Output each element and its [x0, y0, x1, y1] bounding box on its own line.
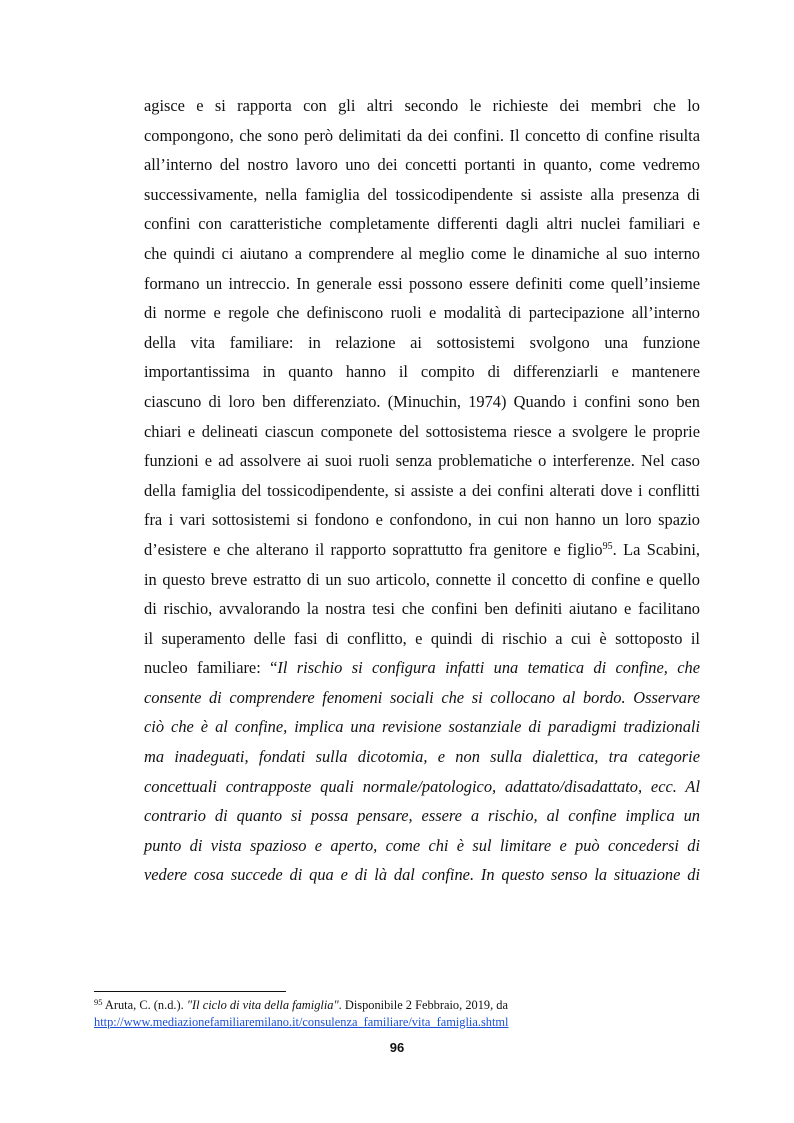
- text-line: ciascuno di loro ben differenziato. (Minuchin, 1974) Quando i confini sono ben: [144, 391, 700, 411]
- footnote-number: 95: [94, 997, 103, 1007]
- text-line: confini con caratteristiche completamente differenti dagli altri nuclei familiari e: [144, 214, 700, 234]
- footnote-title: "Il ciclo di vita della famiglia": [186, 998, 339, 1012]
- text-line: di norme e regole che definiscono ruoli e modalità di partecipazione all’interno: [144, 303, 700, 323]
- body-text: [144, 91, 700, 890]
- footnote-citation: [94, 997, 714, 1014]
- quote-line: consente di comprendere fenomeni sociali che si collocano al bordo. Osservare: [144, 687, 700, 707]
- text-line: che quindi ci aiutano a comprendere al meglio come le dinamiche al suo interno: [144, 243, 700, 263]
- text-line: della famiglia del tossicodipendente, si assiste a dei confini alterati dove i conflitti: [144, 480, 700, 500]
- text-line: il superamento delle fasi di conflitto, e quindi di rischio a cui è sottoposto il: [144, 628, 700, 648]
- quote-line: concettuali contrapposte quali normale/patologico, adattato/disadattato, ecc. Al: [144, 776, 700, 796]
- text-line: della vita familiare: in relazione ai sottosistemi svolgono una funzione: [144, 332, 700, 352]
- text-line: agisce e si rapporta con gli altri secondo le richieste dei membri che lo: [144, 96, 700, 115]
- quote-line: punto di vista spazioso e aperto, come chi è sul limitare e può concedersi di: [144, 835, 700, 855]
- footnote: [94, 997, 714, 1030]
- text-line: in questo breve estratto di un suo articolo, connette il concetto di confine e quello: [144, 569, 700, 589]
- quote-line: ma inadeguati, fondati sulla dicotomia, e non sulla dialettica, tra categorie: [144, 747, 700, 767]
- text-fragment: nucleo familiare: “: [144, 658, 278, 678]
- quote-line: ciò che è al confine, implica una revisione sostanziale di paradigmi tradizionali: [144, 717, 700, 737]
- text-line: formano un intreccio. In generale essi possono essere definiti come quell’insieme: [144, 273, 700, 293]
- quote-line: contrario di quanto si possa pensare, essere a rischio, al confine implica un: [144, 806, 700, 826]
- text-fragment: . La Scabini,: [612, 539, 700, 559]
- text-line: di rischio, avvalorando la nostra tesi che confini ben definiti aiutano e facilitano: [144, 599, 700, 619]
- footnote-separator: [94, 991, 286, 992]
- footnote-availability: . Disponibile 2 Febbraio, 2019, da: [338, 998, 508, 1012]
- footnote-link[interactable]: http://www.mediazionefamiliaremilano.it/consulenza_familiare/vita_famiglia.shtml: [94, 1014, 509, 1029]
- page-number: 96: [389, 1040, 405, 1055]
- text-line: successivamente, nella famiglia del tossicodipendente si assiste alla presenza di: [144, 184, 700, 204]
- footnote-reference[interactable]: 95: [602, 540, 613, 552]
- quote-line: vedere cosa succede di qua e di là dal confine. In questo senso la situazione di: [144, 865, 700, 885]
- text-line-with-footnote-ref: [144, 535, 700, 565]
- text-line: funzioni e ad assolvere ai suoi ruoli senza problematiche o interferenze. Nel caso: [144, 451, 700, 471]
- text-line: compongono, che sono però delimitati da dei confini. Il concetto di confine risulta: [144, 125, 700, 145]
- quote-fragment: Il rischio si configura infatti una tematica di confine, che: [277, 658, 700, 678]
- text-line: importantissima in quanto hanno il compito di differenziarli e mantenere: [144, 362, 700, 382]
- text-fragment: d’esistere e che alterano il rapporto soprattutto fra genitore e figlio: [144, 539, 603, 559]
- footnote-author: Aruta, C. (n.d.).: [102, 998, 187, 1012]
- text-line: chiari e delineati ciascun componete del sottosistema riesce a svolgere le proprie: [144, 421, 700, 441]
- text-line-quote-start: [144, 653, 700, 683]
- text-line: fra i vari sottosistemi si fondono e confondono, in cui non hanno un loro spazio: [144, 510, 700, 530]
- text-line: all’interno del nostro lavoro uno dei concetti portanti in quanto, come vedremo: [144, 155, 700, 175]
